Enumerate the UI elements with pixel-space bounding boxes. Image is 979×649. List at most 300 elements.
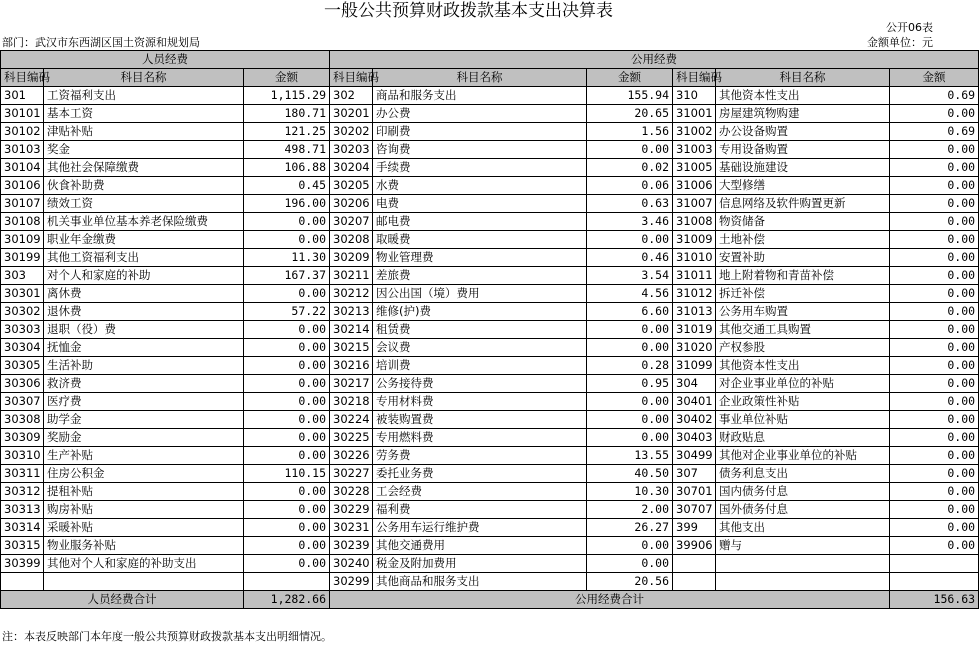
subject-code: 31011 [673, 267, 716, 285]
subject-name: 救济费 [44, 375, 244, 393]
subject-name: 退休费 [44, 303, 244, 321]
department-label: 部门：武汉市东西湖区国土资源和规划局 [2, 36, 200, 49]
personnel-total-label: 人员经费合计 [1, 591, 244, 609]
subject-name: 租赁费 [373, 321, 587, 339]
subject-code: 31006 [673, 177, 716, 195]
subject-name: 物资储备 [716, 213, 890, 231]
subject-code: 30240 [330, 555, 373, 573]
subject-code: 30103 [1, 141, 44, 159]
subject-name: 购房补贴 [44, 501, 244, 519]
subject-code: 30218 [330, 393, 373, 411]
subject-code: 30299 [330, 573, 373, 591]
subject-name [716, 573, 890, 591]
amount [890, 555, 979, 573]
amount: 0.00 [244, 429, 330, 447]
amount: 0.00 [890, 519, 979, 537]
subject-name: 其他支出 [716, 519, 890, 537]
subject-code: 30402 [673, 411, 716, 429]
subject-code: 30202 [330, 123, 373, 141]
amount: 0.00 [890, 285, 979, 303]
subject-code: 31010 [673, 249, 716, 267]
amount: 0.00 [890, 375, 979, 393]
header-name: 科目名称 [373, 69, 587, 87]
amount: 1.56 [587, 123, 673, 141]
subject-name: 生活补助 [44, 357, 244, 375]
subject-code: 30229 [330, 501, 373, 519]
subject-name: 基础设施建设 [716, 159, 890, 177]
subject-code: 30226 [330, 447, 373, 465]
subject-name: 电费 [373, 195, 587, 213]
amount [244, 573, 330, 591]
subject-code: 30108 [1, 213, 44, 231]
table-row [1, 159, 979, 177]
subject-name: 其他工资福利支出 [44, 249, 244, 267]
amount: 0.00 [890, 447, 979, 465]
subject-name: 其他社会保障缴费 [44, 159, 244, 177]
expenditure-table [0, 50, 979, 609]
amount: 0.00 [890, 249, 979, 267]
table-row [1, 429, 979, 447]
table-row [1, 141, 979, 159]
subject-name: 产权参股 [716, 339, 890, 357]
table-row [1, 249, 979, 267]
subject-code: 31003 [673, 141, 716, 159]
subject-name: 助学金 [44, 411, 244, 429]
subject-name: 对企业事业单位的补贴 [716, 375, 890, 393]
amount: 0.69 [890, 123, 979, 141]
amount: 0.00 [244, 357, 330, 375]
amount: 0.00 [890, 501, 979, 519]
amount: 0.00 [890, 393, 979, 411]
subject-code: 30401 [673, 393, 716, 411]
subject-name: 其他对个人和家庭的补助支出 [44, 555, 244, 573]
subject-name: 安置补助 [716, 249, 890, 267]
section-public: 公用经费 [330, 51, 979, 69]
amount: 0.00 [244, 375, 330, 393]
subject-name: 财政贴息 [716, 429, 890, 447]
public-total-label: 公用经费合计 [330, 591, 890, 609]
subject-code: 30209 [330, 249, 373, 267]
subject-name: 水费 [373, 177, 587, 195]
amount: 155.94 [587, 87, 673, 105]
subject-code: 31002 [673, 123, 716, 141]
footnote: 注：本表反映部门本年度一般公共预算财政拨款基本支出明细情况。 [2, 630, 332, 643]
subject-name: 邮电费 [373, 213, 587, 231]
subject-name: 提租补贴 [44, 483, 244, 501]
subject-name: 其他对企业事业单位的补贴 [716, 447, 890, 465]
amount: 0.00 [244, 537, 330, 555]
subject-code: 30225 [330, 429, 373, 447]
amount: 0.00 [244, 447, 330, 465]
subject-name: 福利费 [373, 501, 587, 519]
subject-code: 399 [673, 519, 716, 537]
subject-code: 30207 [330, 213, 373, 231]
amount: 0.00 [890, 213, 979, 231]
subject-code: 30231 [330, 519, 373, 537]
subject-name: 债务利息支出 [716, 465, 890, 483]
header-code: 科目编码 [1, 69, 44, 87]
subject-name: 信息网络及软件购置更新 [716, 195, 890, 213]
subject-code: 30106 [1, 177, 44, 195]
report-title: 一般公共预算财政拨款基本支出决算表 [324, 1, 613, 21]
table-row [1, 501, 979, 519]
amount: 0.00 [890, 105, 979, 123]
subject-code: 30303 [1, 321, 44, 339]
subject-name: 住房公积金 [44, 465, 244, 483]
subject-code: 30309 [1, 429, 44, 447]
subject-name: 伙食补助费 [44, 177, 244, 195]
subject-code: 30227 [330, 465, 373, 483]
subject-name: 房屋建筑物购建 [716, 105, 890, 123]
subject-code: 30399 [1, 555, 44, 573]
table-row [1, 555, 979, 573]
subject-code: 30314 [1, 519, 44, 537]
amount: 13.55 [587, 447, 673, 465]
subject-code: 30499 [673, 447, 716, 465]
table-row [1, 303, 979, 321]
subject-name: 税金及附加费用 [373, 555, 587, 573]
form-number: 公开06表 [886, 21, 933, 34]
subject-code: 30313 [1, 501, 44, 519]
table-row [1, 357, 979, 375]
header-name: 科目名称 [44, 69, 244, 87]
amount: 0.00 [890, 483, 979, 501]
subject-code: 30217 [330, 375, 373, 393]
subject-name: 公务接待费 [373, 375, 587, 393]
subject-code: 301 [1, 87, 44, 105]
subject-code: 30403 [673, 429, 716, 447]
subject-code: 30213 [330, 303, 373, 321]
table-row [1, 537, 979, 555]
subject-name: 被装购置费 [373, 411, 587, 429]
subject-name: 工会经费 [373, 483, 587, 501]
amount: 0.00 [244, 213, 330, 231]
amount: 0.00 [890, 357, 979, 375]
amount: 0.00 [587, 321, 673, 339]
subject-code: 30304 [1, 339, 44, 357]
subject-name: 其他商品和服务支出 [373, 573, 587, 591]
subject-code: 30311 [1, 465, 44, 483]
amount: 0.00 [244, 321, 330, 339]
amount: 0.00 [890, 411, 979, 429]
amount: 498.71 [244, 141, 330, 159]
subject-code: 31019 [673, 321, 716, 339]
subject-code: 31008 [673, 213, 716, 231]
subject-code: 30701 [673, 483, 716, 501]
amount: 0.00 [244, 555, 330, 573]
amount: 0.00 [587, 339, 673, 357]
subject-code: 30205 [330, 177, 373, 195]
subject-name: 职业年金缴费 [44, 231, 244, 249]
subject-code: 303 [1, 267, 44, 285]
table-row [1, 339, 979, 357]
amount: 0.00 [244, 285, 330, 303]
amount: 0.00 [244, 393, 330, 411]
subject-code: 30228 [330, 483, 373, 501]
subject-name: 生产补贴 [44, 447, 244, 465]
subject-name: 培训费 [373, 357, 587, 375]
amount: 0.00 [244, 519, 330, 537]
subject-code: 30201 [330, 105, 373, 123]
subject-code: 30312 [1, 483, 44, 501]
subject-code: 30212 [330, 285, 373, 303]
amount: 0.00 [244, 339, 330, 357]
amount: 0.00 [890, 537, 979, 555]
subject-name: 工资福利支出 [44, 87, 244, 105]
subject-name: 专用设备购置 [716, 141, 890, 159]
subject-code [673, 555, 716, 573]
amount: 0.95 [587, 375, 673, 393]
subject-code: 30239 [330, 537, 373, 555]
subject-code: 31012 [673, 285, 716, 303]
subject-name: 因公出国（境）费用 [373, 285, 587, 303]
subject-name: 会议费 [373, 339, 587, 357]
subject-code: 30315 [1, 537, 44, 555]
amount: 0.28 [587, 357, 673, 375]
amount: 3.46 [587, 213, 673, 231]
public-total-amount: 156.63 [890, 591, 979, 609]
subject-name: 大型修缮 [716, 177, 890, 195]
subject-name: 地上附着物和青苗补偿 [716, 267, 890, 285]
subject-name: 咨询费 [373, 141, 587, 159]
table-row [1, 267, 979, 285]
subject-code: 30204 [330, 159, 373, 177]
subject-code: 30707 [673, 501, 716, 519]
amount: 180.71 [244, 105, 330, 123]
subject-code: 30211 [330, 267, 373, 285]
personnel-total-amount: 1,282.66 [244, 591, 330, 609]
subject-name: 物业管理费 [373, 249, 587, 267]
subject-name: 其他资本性支出 [716, 357, 890, 375]
amount: 106.88 [244, 159, 330, 177]
amount: 0.00 [587, 537, 673, 555]
subject-code: 30101 [1, 105, 44, 123]
subject-code: 30307 [1, 393, 44, 411]
subject-code: 30224 [330, 411, 373, 429]
subject-name: 采暖补贴 [44, 519, 244, 537]
subject-name: 津贴补贴 [44, 123, 244, 141]
amount: 57.22 [244, 303, 330, 321]
amount: 0.00 [244, 411, 330, 429]
header-amount: 金额 [890, 69, 979, 87]
amount: 6.60 [587, 303, 673, 321]
subject-code: 310 [673, 87, 716, 105]
table-row [1, 519, 979, 537]
subject-name: 物业服务补贴 [44, 537, 244, 555]
subject-code: 30301 [1, 285, 44, 303]
amount: 121.25 [244, 123, 330, 141]
subject-name: 奖励金 [44, 429, 244, 447]
amount: 0.00 [587, 555, 673, 573]
subject-name: 公务用车购置 [716, 303, 890, 321]
subject-name: 退职（役）费 [44, 321, 244, 339]
amount: 20.56 [587, 573, 673, 591]
table-row [1, 123, 979, 141]
amount: 167.37 [244, 267, 330, 285]
subject-name: 差旅费 [373, 267, 587, 285]
subject-name: 委托业务费 [373, 465, 587, 483]
amount: 0.00 [890, 231, 979, 249]
subject-name [716, 555, 890, 573]
table-row [1, 447, 979, 465]
subject-code: 302 [330, 87, 373, 105]
subject-code: 30305 [1, 357, 44, 375]
amount: 0.00 [244, 501, 330, 519]
subject-code: 39906 [673, 537, 716, 555]
header-name: 科目名称 [716, 69, 890, 87]
subject-name: 劳务费 [373, 447, 587, 465]
subject-name: 事业单位补贴 [716, 411, 890, 429]
subject-name: 机关事业单位基本养老保险缴费 [44, 213, 244, 231]
subject-name: 离休费 [44, 285, 244, 303]
subject-name: 印刷费 [373, 123, 587, 141]
subject-name: 手续费 [373, 159, 587, 177]
table-row [1, 393, 979, 411]
header-code: 科目编码 [673, 69, 716, 87]
amount: 4.56 [587, 285, 673, 303]
table-row [1, 213, 979, 231]
subject-name: 专用材料费 [373, 393, 587, 411]
subject-code [1, 573, 44, 591]
subject-name: 公务用车运行维护费 [373, 519, 587, 537]
table-row [1, 573, 979, 591]
amount: 3.54 [587, 267, 673, 285]
subject-name [44, 573, 244, 591]
header-code: 科目编码 [330, 69, 373, 87]
subject-code: 30310 [1, 447, 44, 465]
amount: 0.00 [890, 429, 979, 447]
table-row [1, 87, 979, 105]
subject-name: 维修(护)费 [373, 303, 587, 321]
amount: 0.46 [587, 249, 673, 267]
amount: 1,115.29 [244, 87, 330, 105]
subject-code: 30306 [1, 375, 44, 393]
subject-name: 企业政策性补贴 [716, 393, 890, 411]
subject-code: 31013 [673, 303, 716, 321]
amount: 0.00 [244, 483, 330, 501]
subject-code: 30302 [1, 303, 44, 321]
table-row [1, 195, 979, 213]
amount: 0.00 [890, 267, 979, 285]
amount: 0.00 [587, 393, 673, 411]
subject-code: 30206 [330, 195, 373, 213]
amount: 0.63 [587, 195, 673, 213]
subject-code: 30203 [330, 141, 373, 159]
table-row [1, 321, 979, 339]
subject-code: 30308 [1, 411, 44, 429]
subject-name: 土地补偿 [716, 231, 890, 249]
table-row [1, 375, 979, 393]
table-row [1, 285, 979, 303]
subject-code: 31001 [673, 105, 716, 123]
amount: 0.00 [890, 339, 979, 357]
table-row [1, 105, 979, 123]
subject-name: 专用燃料费 [373, 429, 587, 447]
subject-code: 31020 [673, 339, 716, 357]
subject-name: 取暖费 [373, 231, 587, 249]
subject-code: 30216 [330, 357, 373, 375]
amount: 0.45 [244, 177, 330, 195]
subject-name: 基本工资 [44, 105, 244, 123]
amount: 26.27 [587, 519, 673, 537]
header-amount: 金额 [587, 69, 673, 87]
subject-name: 其他交通费用 [373, 537, 587, 555]
amount: 0.69 [890, 87, 979, 105]
amount: 0.00 [890, 141, 979, 159]
table-row [1, 231, 979, 249]
amount: 0.00 [890, 465, 979, 483]
amount: 11.30 [244, 249, 330, 267]
subject-code: 30208 [330, 231, 373, 249]
amount: 0.00 [244, 231, 330, 249]
subject-code: 31009 [673, 231, 716, 249]
subject-code: 30107 [1, 195, 44, 213]
subject-code: 31007 [673, 195, 716, 213]
amount: 0.00 [890, 159, 979, 177]
subject-code [673, 573, 716, 591]
header-amount: 金额 [244, 69, 330, 87]
subject-name: 国内债务付息 [716, 483, 890, 501]
amount: 0.00 [890, 321, 979, 339]
table-row [1, 177, 979, 195]
subject-name: 奖金 [44, 141, 244, 159]
amount: 0.00 [587, 429, 673, 447]
subject-name: 对个人和家庭的补助 [44, 267, 244, 285]
table-row [1, 465, 979, 483]
subject-code: 31099 [673, 357, 716, 375]
amount: 196.00 [244, 195, 330, 213]
subject-name: 办公费 [373, 105, 587, 123]
subject-code: 31005 [673, 159, 716, 177]
amount: 20.65 [587, 105, 673, 123]
subject-code: 30109 [1, 231, 44, 249]
subject-code: 30102 [1, 123, 44, 141]
table-row [1, 483, 979, 501]
subject-name: 国外债务付息 [716, 501, 890, 519]
amount: 0.02 [587, 159, 673, 177]
amount: 0.00 [890, 195, 979, 213]
amount: 110.15 [244, 465, 330, 483]
section-personnel: 人员经费 [1, 51, 330, 69]
amount [890, 573, 979, 591]
subject-name: 医疗费 [44, 393, 244, 411]
subject-name: 其他资本性支出 [716, 87, 890, 105]
subject-name: 赠与 [716, 537, 890, 555]
amount: 2.00 [587, 501, 673, 519]
table-row [1, 411, 979, 429]
subject-code: 30104 [1, 159, 44, 177]
amount: 0.06 [587, 177, 673, 195]
amount: 10.30 [587, 483, 673, 501]
subject-code: 307 [673, 465, 716, 483]
subject-name: 抚恤金 [44, 339, 244, 357]
amount: 0.00 [890, 177, 979, 195]
subject-name: 拆迁补偿 [716, 285, 890, 303]
subject-code: 30215 [330, 339, 373, 357]
subject-code: 30199 [1, 249, 44, 267]
subject-name: 其他交通工具购置 [716, 321, 890, 339]
amount: 40.50 [587, 465, 673, 483]
subject-name: 商品和服务支出 [373, 87, 587, 105]
subject-name: 办公设备购置 [716, 123, 890, 141]
subject-name: 绩效工资 [44, 195, 244, 213]
unit-label: 金额单位：元 [867, 36, 933, 49]
amount: 0.00 [587, 141, 673, 159]
subject-code: 30214 [330, 321, 373, 339]
amount: 0.00 [587, 231, 673, 249]
amount: 0.00 [890, 303, 979, 321]
subject-code: 304 [673, 375, 716, 393]
